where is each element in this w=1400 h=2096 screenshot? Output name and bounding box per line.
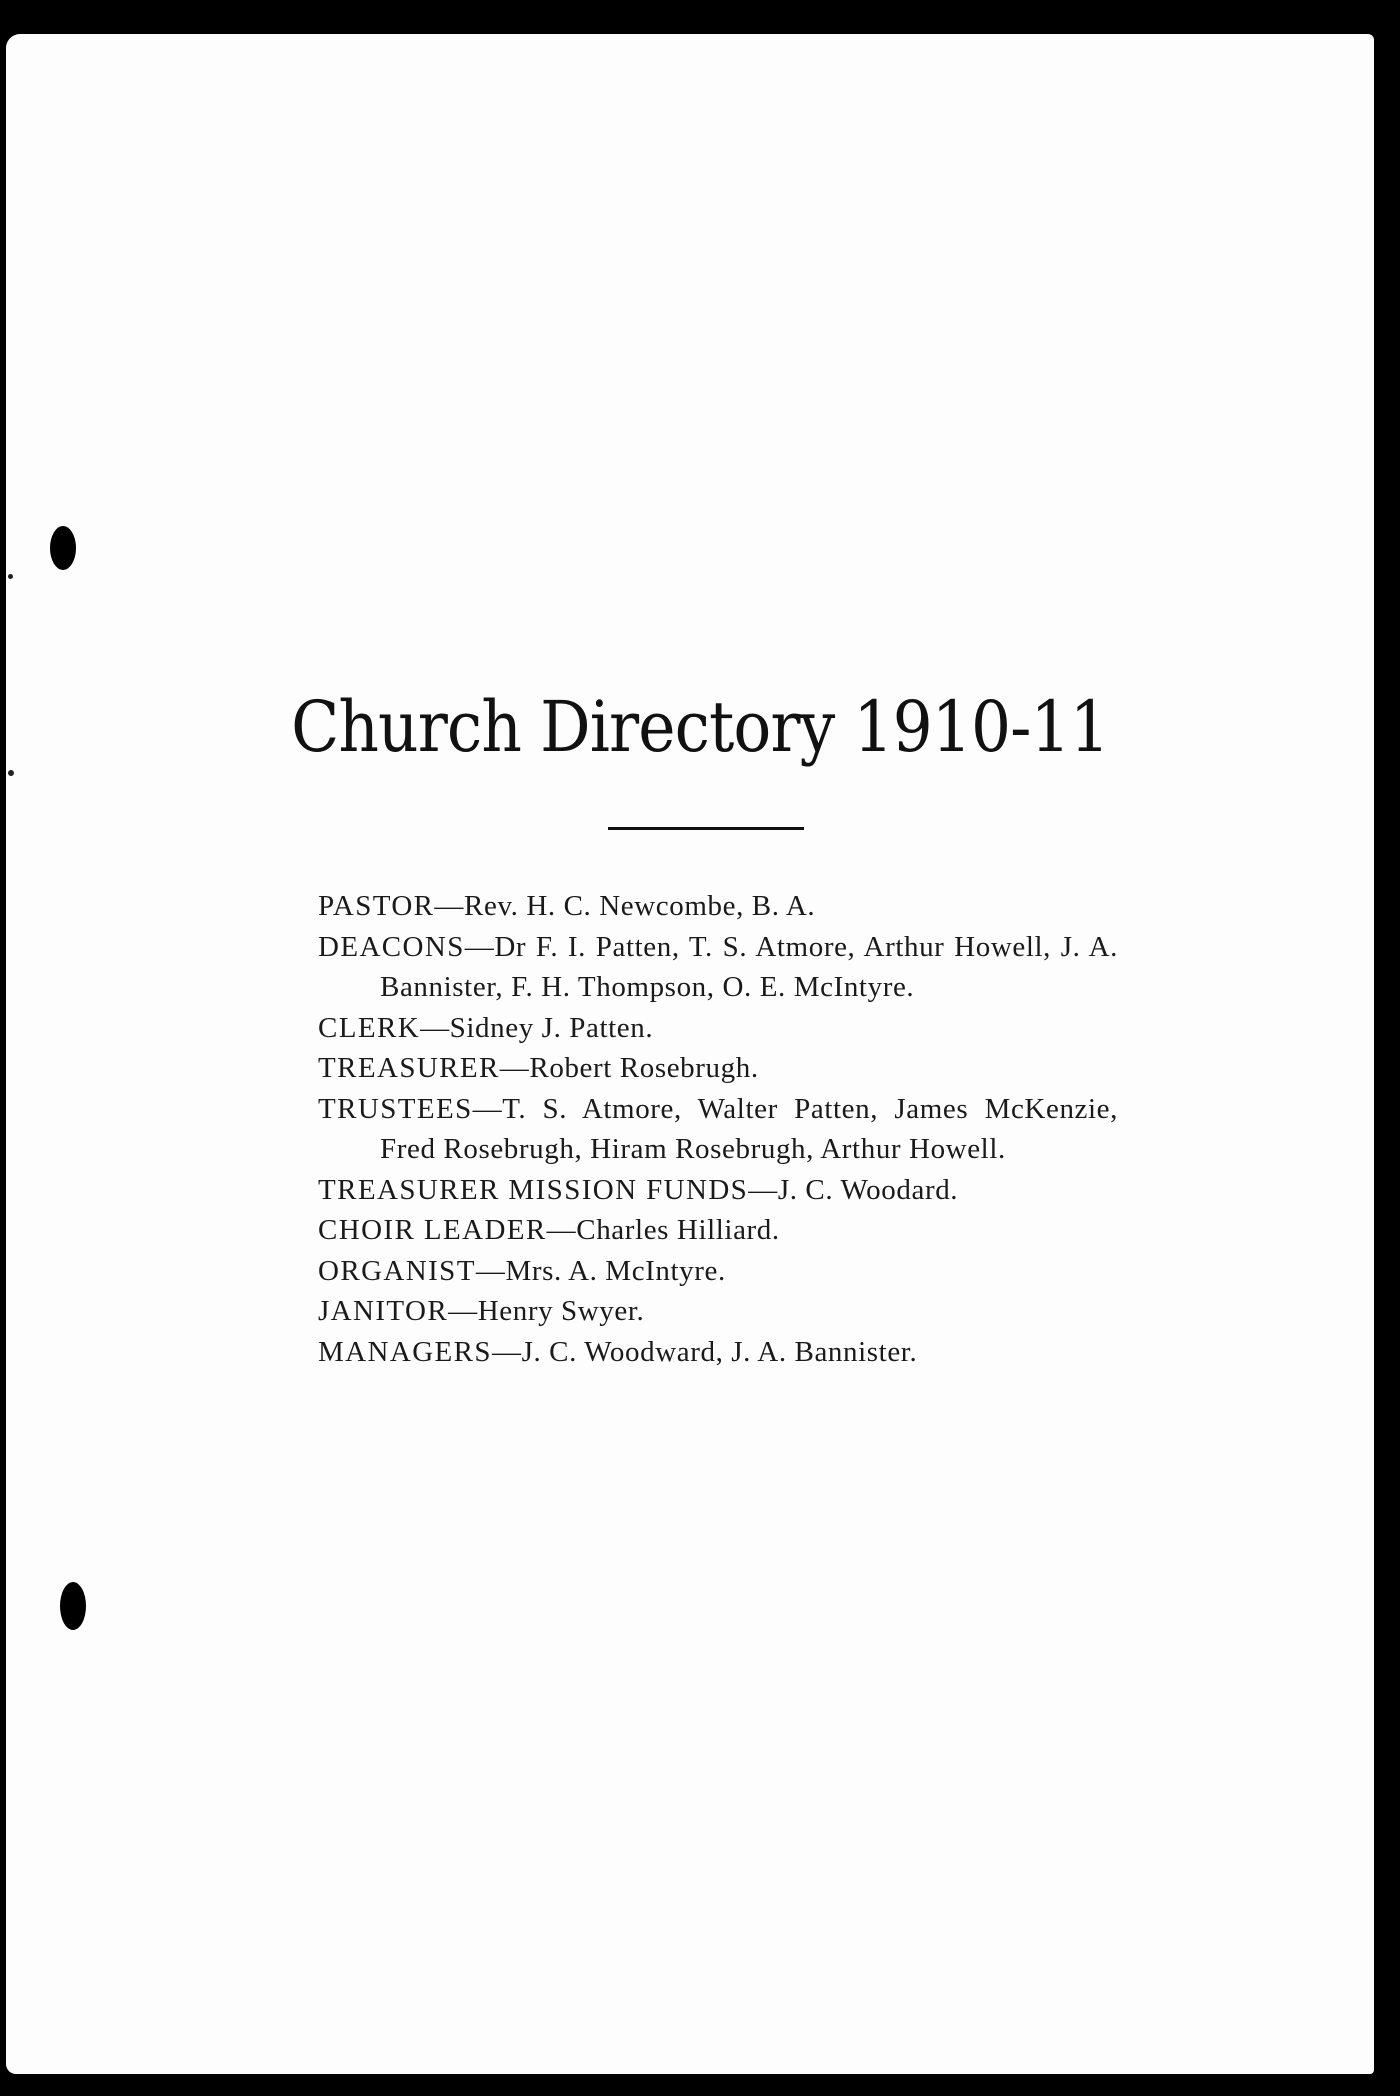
directory-list: [318, 886, 1118, 1372]
entry-role: DEACONS: [318, 930, 465, 963]
entry-role: MANAGERS: [318, 1335, 492, 1368]
directory-entry-janitor: [318, 1291, 1118, 1332]
entry-role: ORGANIST: [318, 1254, 476, 1287]
entry-role: TREASURER: [318, 1052, 500, 1084]
entry-names: Rev. H. C. Newcombe, B. A.: [464, 890, 816, 922]
entry-role: CLERK: [318, 1011, 421, 1044]
entry-separator: —: [475, 1254, 506, 1287]
entry-separator: —: [472, 1092, 503, 1125]
entry-names: J. C. Woodard.: [777, 1173, 959, 1206]
entry-role: CHOIR LEADER: [318, 1214, 547, 1246]
directory-entry-treasurer-mission-funds: [318, 1170, 1118, 1211]
entry-role: TREASURER MISSION FUNDS: [318, 1173, 749, 1206]
directory-entry-deacons: [318, 927, 1118, 1008]
entry-names: Charles Hilliard.: [576, 1214, 780, 1246]
entry-separator: —: [748, 1173, 778, 1206]
entry-names: Dr F. I. Patten, T. S. Atmore, Arthur Howell, J. A. Bannister, F. H. Thompson, O. E. McIntyre.: [380, 930, 1118, 1003]
entry-separator: —: [491, 1335, 522, 1368]
entry-names: Henry Swyer.: [477, 1295, 645, 1327]
entry-names: Sidney J. Patten.: [449, 1011, 654, 1044]
punch-hole-bottom: [60, 1582, 86, 1630]
entry-separator: —: [448, 1295, 478, 1327]
entry-role: JANITOR: [318, 1295, 449, 1327]
entry-names: Mrs. A. McIntyre.: [505, 1254, 726, 1287]
entry-role: PASTOR: [318, 890, 435, 922]
paper-speck: [8, 574, 13, 579]
directory-entry-pastor: [318, 886, 1118, 927]
entry-names: T. S. Atmore, Walter Patten, James McKenzie, Fred Rosebrugh, Hiram Rosebrugh, Arthur Howell.: [380, 1092, 1118, 1165]
entry-separator: —: [420, 1011, 450, 1044]
directory-entry-choir-leader: [318, 1210, 1118, 1251]
entry-names: J. C. Woodward, J. A. Bannister.: [521, 1335, 918, 1368]
entry-role: TRUSTEES: [318, 1092, 473, 1125]
directory-entry-treasurer: [318, 1048, 1118, 1089]
directory-entry-clerk: [318, 1008, 1118, 1049]
title-rule: [608, 827, 804, 830]
entry-separator: —: [434, 890, 465, 922]
paper-speck: [8, 770, 14, 776]
directory-entry-organist: [318, 1251, 1118, 1292]
entry-separator: —: [499, 1052, 530, 1084]
entry-separator: —: [546, 1214, 577, 1246]
directory-entry-trustees: [318, 1089, 1118, 1170]
punch-hole-top: [50, 526, 76, 570]
page-title: Church Directory 1910-11: [291, 686, 1109, 768]
entry-names: Robert Rosebrugh.: [529, 1052, 759, 1084]
entry-separator: —: [464, 930, 495, 963]
directory-entry-managers: [318, 1332, 1118, 1373]
